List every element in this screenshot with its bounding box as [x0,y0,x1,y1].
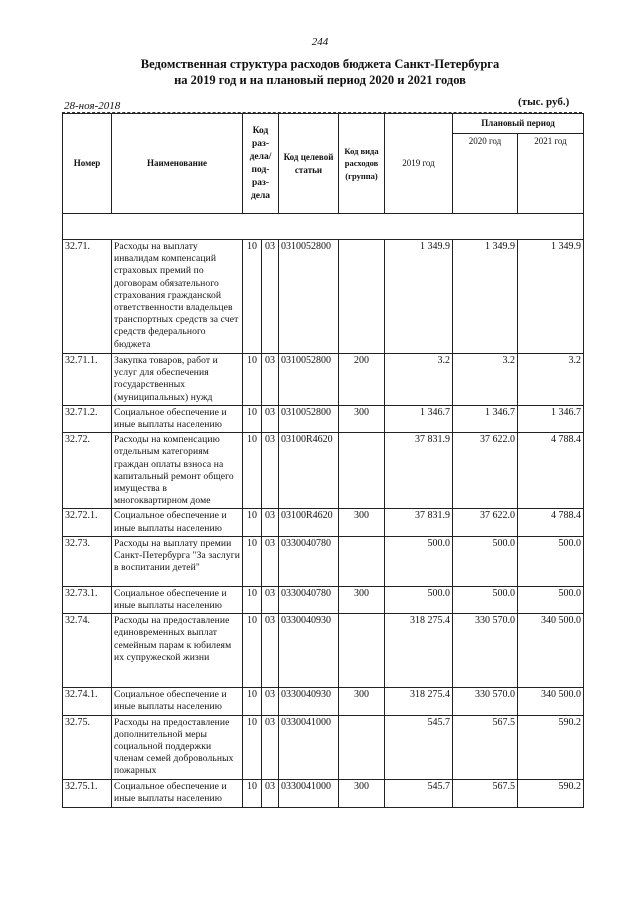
table-row [63,715,584,779]
table-row [63,779,584,807]
row-target-code: 0330040780 [279,536,339,586]
row-section: 10 [243,354,262,406]
row-value-2019: 545.7 [385,715,453,779]
row-value-2019: 318 275.4 [385,688,453,715]
row-target-code: 0310052800 [279,405,339,432]
row-name: Закупка товаров, работ и услуг для обеспечения государственных (муниципальных) нужд [112,354,243,406]
row-number: 32.71. [63,240,112,354]
document-date: 28-ноя-2018 [64,100,121,112]
row-name: Социальное обеспечение и иные выплаты населению [112,779,243,807]
row-number: 32.73.1. [63,586,112,613]
row-target-code: 0330040930 [279,614,339,688]
row-section: 10 [243,715,262,779]
row-value-2021: 340 500.0 [518,688,584,715]
row-value-2021: 4 788.4 [518,509,584,536]
row-target-code: 0330041000 [279,779,339,807]
row-type-code [339,433,385,509]
row-value-2021: 3.2 [518,354,584,406]
row-type-code [339,715,385,779]
unit-label: (тыс. руб.) [518,96,570,108]
table-row [63,509,584,536]
row-value-2021: 500.0 [518,586,584,613]
row-value-2020: 37 622.0 [453,433,518,509]
row-value-2020: 330 570.0 [453,614,518,688]
row-value-2020: 1 346.7 [453,405,518,432]
table-row [63,240,584,354]
row-number: 32.71.1. [63,354,112,406]
row-section: 10 [243,405,262,432]
table-row [63,536,584,586]
row-target-code: 0330040780 [279,586,339,613]
row-subsection: 03 [262,536,279,586]
row-value-2020: 37 622.0 [453,509,518,536]
row-value-2019: 1 349.9 [385,240,453,354]
row-type-code [339,240,385,354]
row-name: Расходы на компенсацию отдельным категориям граждан оплаты взноса на капитальный ремонт общего имущества в многоквартирном доме [112,433,243,509]
row-name: Социальное обеспечение и иные выплаты населению [112,405,243,432]
row-value-2019: 37 831.9 [385,509,453,536]
row-number: 32.72.1. [63,509,112,536]
row-number: 32.75.1. [63,779,112,807]
table-row [63,586,584,613]
row-section: 10 [243,779,262,807]
row-value-2020: 500.0 [453,536,518,586]
row-number: 32.71.2. [63,405,112,432]
header-name: Наименование [112,114,243,214]
row-type-code: 300 [339,779,385,807]
header-2020: 2020 год [453,134,518,214]
row-name: Расходы на предоставление дополнительной меры социальной поддержки членам семей добровольных пожарных [112,715,243,779]
budget-table [62,113,584,808]
row-name: Расходы на предоставление единовременных выплат семейным парам к юбилеям их супружеской жизни [112,614,243,688]
document-title [0,56,640,88]
row-value-2019: 1 346.7 [385,405,453,432]
row-name: Социальное обеспечение и иные выплаты населению [112,586,243,613]
row-section: 10 [243,240,262,354]
row-value-2021: 500.0 [518,536,584,586]
row-number: 32.75. [63,715,112,779]
header-number: Номер [63,114,112,214]
row-value-2021: 4 788.4 [518,433,584,509]
header-2021: 2021 год [518,134,584,214]
row-section: 10 [243,433,262,509]
title-line-2: на 2019 год и на плановый период 2020 и 2021 годов [174,73,466,87]
row-value-2021: 1 349.9 [518,240,584,354]
row-type-code: 300 [339,509,385,536]
row-value-2020: 500.0 [453,586,518,613]
row-value-2021: 340 500.0 [518,614,584,688]
row-target-code: 0330041000 [279,715,339,779]
header-plan: Плановый период [453,114,584,134]
row-subsection: 03 [262,240,279,354]
row-type-code [339,614,385,688]
row-name: Социальное обеспечение и иные выплаты населению [112,688,243,715]
row-value-2019: 500.0 [385,586,453,613]
row-value-2021: 1 346.7 [518,405,584,432]
row-name: Социальное обеспечение и иные выплаты населению [112,509,243,536]
row-subsection: 03 [262,715,279,779]
header-type: Код вида расходов (группа) [339,114,385,214]
header-2019: 2019 год [385,114,453,214]
row-subsection: 03 [262,354,279,406]
row-subsection: 03 [262,779,279,807]
table-row [63,405,584,432]
row-number: 32.73. [63,536,112,586]
row-value-2019: 500.0 [385,536,453,586]
row-number: 32.74.1. [63,688,112,715]
table-row [63,433,584,509]
row-section: 10 [243,688,262,715]
row-section: 10 [243,614,262,688]
row-target-code: 03100R4620 [279,433,339,509]
header-spacer [63,214,584,240]
row-value-2021: 590.2 [518,715,584,779]
row-type-code: 300 [339,586,385,613]
row-type-code: 300 [339,688,385,715]
row-subsection: 03 [262,433,279,509]
row-value-2021: 590.2 [518,779,584,807]
row-value-2020: 567.5 [453,715,518,779]
row-value-2019: 318 275.4 [385,614,453,688]
page-number: 244 [311,36,329,48]
row-value-2019: 3.2 [385,354,453,406]
row-number: 32.72. [63,433,112,509]
row-target-code: 0330040930 [279,688,339,715]
row-subsection: 03 [262,688,279,715]
title-line-1: Ведомственная структура расходов бюджета Санкт-Петербурга [140,57,500,71]
row-subsection: 03 [262,405,279,432]
row-value-2020: 567.5 [453,779,518,807]
row-section: 10 [243,509,262,536]
row-number: 32.74. [63,614,112,688]
row-type-code: 300 [339,405,385,432]
table-row [63,688,584,715]
row-target-code: 0310052800 [279,240,339,354]
row-target-code: 03100R4620 [279,509,339,536]
row-section: 10 [243,586,262,613]
table-body [63,240,584,808]
row-value-2019: 37 831.9 [385,433,453,509]
table-row [63,614,584,688]
row-value-2020: 3.2 [453,354,518,406]
header-section: Код раз-дела/ под-раз-дела [243,114,279,214]
row-name: Расходы на выплату премии Санкт-Петербурга "За заслуги в воспитании детей" [112,536,243,586]
row-subsection: 03 [262,614,279,688]
row-type-code [339,536,385,586]
row-name: Расходы на выплату инвалидам компенсаций страховых премий по договорам обязательного страхования гражданской ответственности владельцев транспортных средств за счет средств федерального бюджета [112,240,243,354]
row-subsection: 03 [262,509,279,536]
row-value-2020: 1 349.9 [453,240,518,354]
row-value-2020: 330 570.0 [453,688,518,715]
row-target-code: 0310052800 [279,354,339,406]
row-value-2019: 545.7 [385,779,453,807]
header-target: Код целевой статьи [279,114,339,214]
row-section: 10 [243,536,262,586]
table-row [63,354,584,406]
row-type-code: 200 [339,354,385,406]
row-subsection: 03 [262,586,279,613]
